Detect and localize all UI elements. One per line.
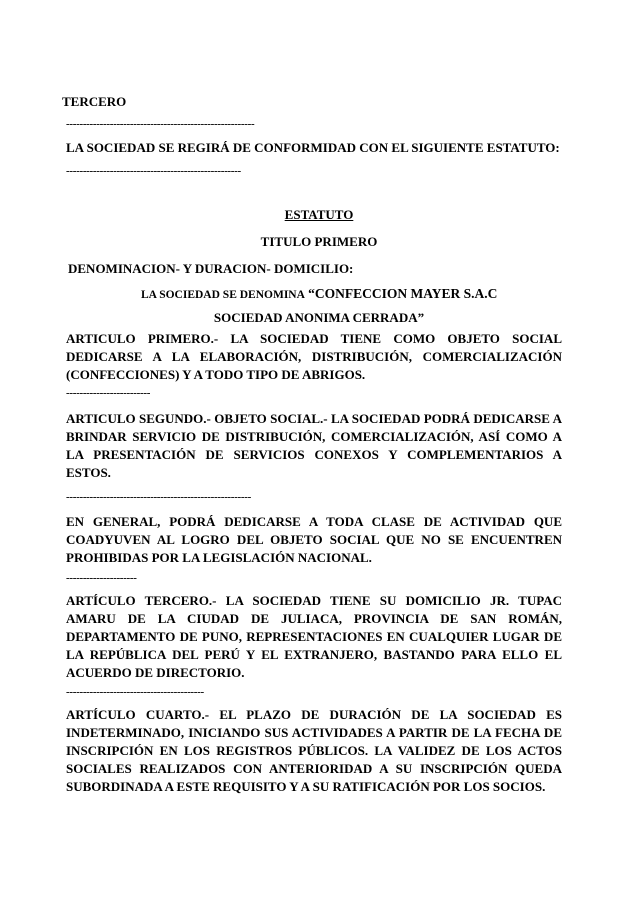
separator-line: --------------------- bbox=[66, 572, 137, 584]
article-segundo bbox=[66, 410, 562, 482]
paragraph-line: ARTÍCULO CUARTO.- EL PLAZO DE DURACIÓN DE LA SOCIEDAD ES bbox=[66, 707, 562, 722]
section-heading: TERCERO bbox=[62, 94, 127, 109]
paragraph-line: LA REPÚBLICA DEL PERÚ Y EL EXTRANJERO, BASTANDO PARA ELLO EL bbox=[66, 647, 562, 662]
paragraph-line: ARTICULO SEGUNDO.- OBJETO SOCIAL.- LA SOCIEDAD PODRÁ DEDICARSE A bbox=[66, 411, 562, 426]
article-primero bbox=[66, 330, 562, 384]
paragraph-line: LA PRESENTACIÓN DE SERVICIOS CONEXOS Y COMPLEMENTARIOS A bbox=[66, 447, 562, 462]
paragraph-line: DEDICARSE A LA ELABORACIÓN, DISTRIBUCIÓN, COMERCIALIZACIÓN bbox=[66, 349, 562, 364]
paragraph-line: ARTICULO PRIMERO.- LA SOCIEDAD TIENE COMO OBJETO SOCIAL bbox=[66, 331, 562, 346]
paragraph-line: ACUERDO DE DIRECTORIO. bbox=[66, 665, 245, 680]
paragraph-line: EN GENERAL, PODRÁ DEDICARSE A TODA CLASE DE ACTIVIDAD QUE bbox=[66, 514, 562, 529]
paragraph-line: INSCRIPCIÓN EN LOS REGISTROS PÚBLICOS. LA VALIDEZ DE LOS ACTOS bbox=[66, 743, 562, 758]
separator-line: ---------------------------------------------------- bbox=[66, 165, 241, 177]
article-tercero bbox=[66, 592, 562, 682]
separator-line: ------------------------- bbox=[66, 387, 151, 399]
paragraph-line: BRINDAR SERVICIO DE DISTRIBUCIÓN, COMERCIALIZACIÓN, ASÍ COMO A bbox=[66, 429, 562, 444]
denomina-prefix: LA SOCIEDAD SE DENOMINA bbox=[141, 289, 305, 301]
paragraph-line: DEPARTAMENTO DE PUNO, REPRESENTACIONES EN CUALQUIER LUGAR DE bbox=[66, 629, 562, 644]
company-name: “CONFECCION MAYER S.A.C bbox=[308, 286, 498, 301]
paragraph-line: SOCIALES REALIZADOS CON ANTERIORIDAD A SU INSCRIPCIÓN QUEDA bbox=[66, 761, 562, 776]
general-clause bbox=[66, 513, 562, 567]
paragraph-line: ARTÍCULO TERCERO.- LA SOCIEDAD TIENE SU DOMICILIO JR. TUPAC bbox=[66, 593, 562, 608]
article-cuarto bbox=[66, 706, 562, 796]
paragraph-line: ESTOS. bbox=[66, 465, 111, 480]
paragraph-line: COADYUVEN AL LOGRO DEL OBJETO SOCIAL QUE NO SE ENCUENTREN bbox=[66, 532, 562, 547]
paragraph-line: AMARU DE LA CIUDAD DE JULIACA, PROVINCIA DE SAN ROMÁN, bbox=[66, 611, 562, 626]
intro-text: LA SOCIEDAD SE REGIRÁ DE CONFORMIDAD CON EL SIGUIENTE ESTATUTO: bbox=[66, 140, 560, 155]
company-type: SOCIEDAD ANONIMA CERRADA” bbox=[213, 310, 425, 325]
paragraph-line: (CONFECCIONES) Y A TODO TIPO DE ABRIGOS. bbox=[66, 367, 366, 382]
estatuto-title: ESTATUTO bbox=[284, 207, 354, 222]
denominacion-line bbox=[141, 286, 497, 303]
denominacion-heading: DENOMINACION- Y DURACION- DOMICILIO: bbox=[68, 261, 354, 276]
separator-line: ----------------------------------------- bbox=[66, 686, 204, 698]
separator-line: -------------------------------------------------------- bbox=[66, 118, 255, 130]
paragraph-line: PROHIBIDAS POR LA LEGISLACIÓN NACIONAL. bbox=[66, 550, 372, 565]
separator-line: ------------------------------------------------------- bbox=[66, 491, 251, 503]
paragraph-line: SUBORDINADA A ESTE REQUISITO Y A SU RATIFICACIÓN POR LOS SOCIOS. bbox=[66, 779, 546, 794]
paragraph-line: INDETERMINADO, INICIANDO SUS ACTIVIDADES A PARTIR DE LA FECHA DE bbox=[66, 725, 562, 740]
titulo-primero: TITULO PRIMERO bbox=[260, 234, 378, 249]
